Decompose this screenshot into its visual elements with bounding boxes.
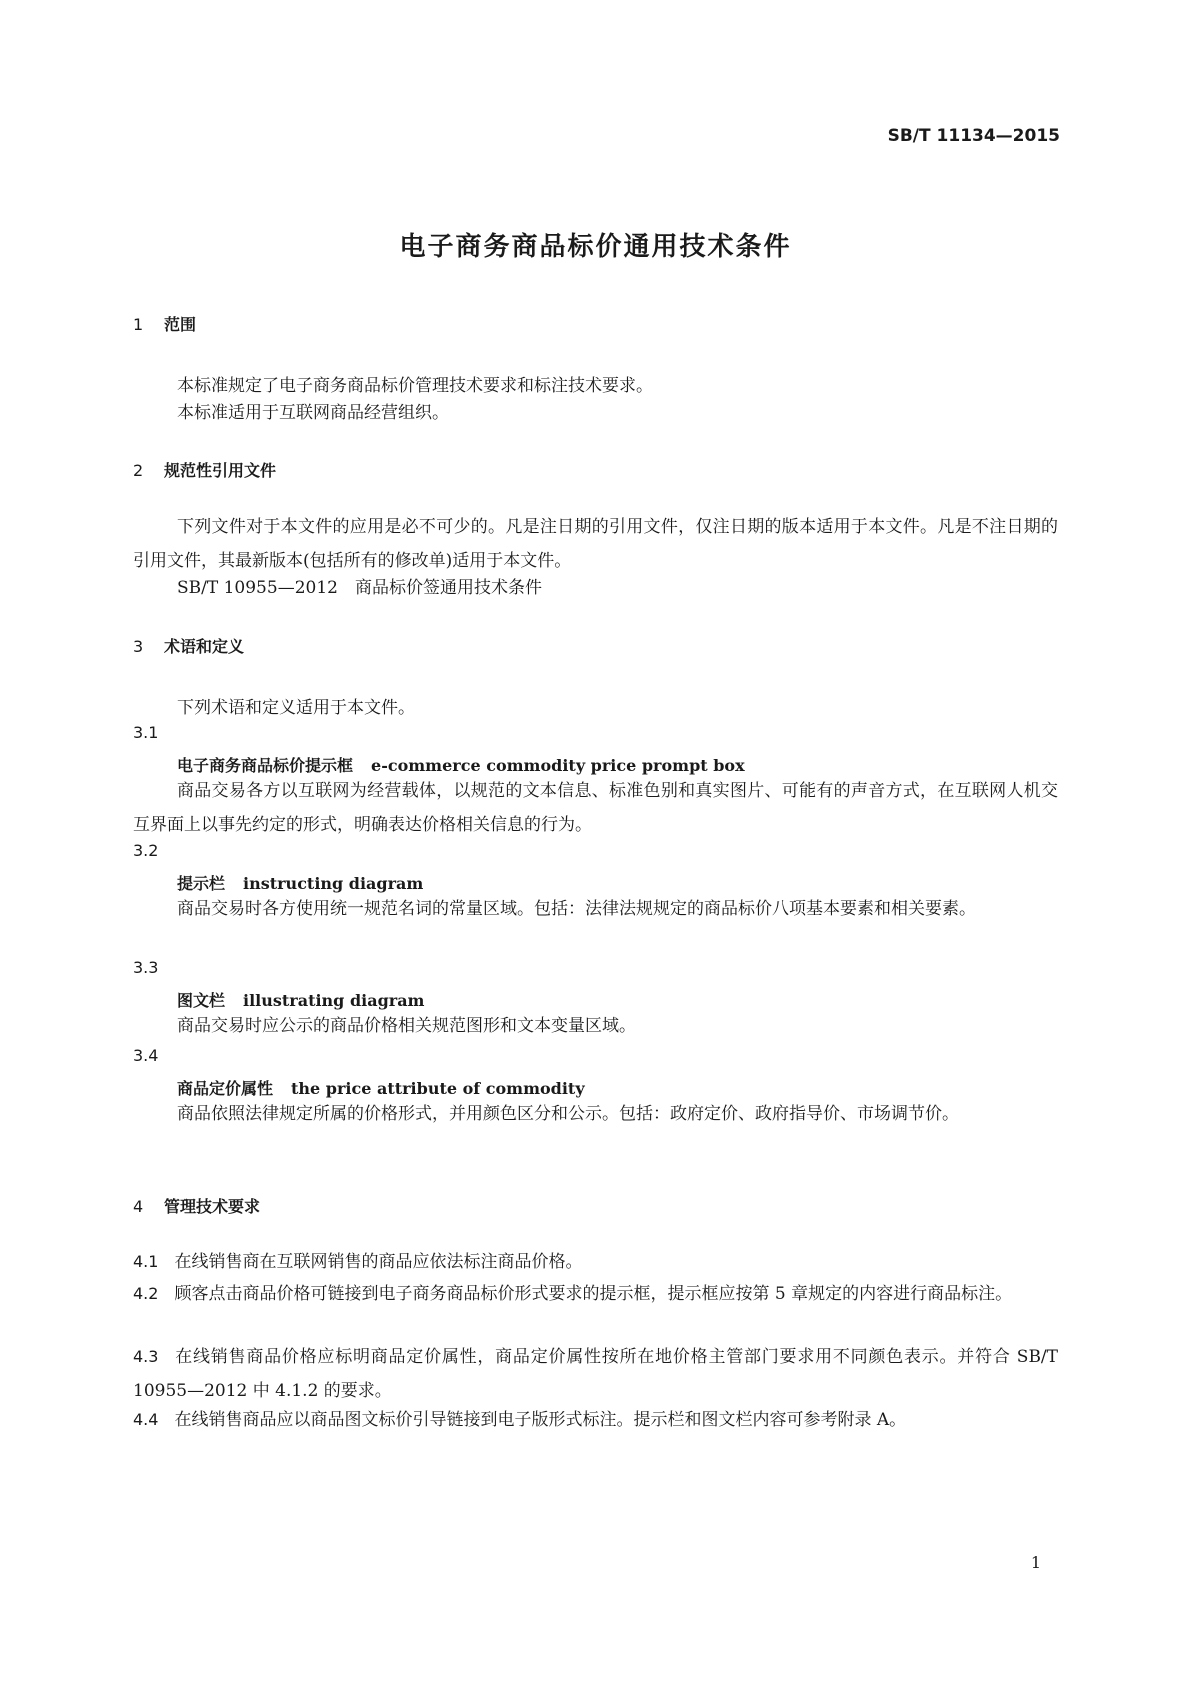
section-4-heading xyxy=(133,1194,260,1217)
normative-reference: SB/T 10955—2012 商品标价签通用技术条件 xyxy=(177,578,542,598)
clause-text: 顾客点击商品价格可链接到电子商务商品标价形式要求的提示框，提示框应按第 5 章规定的内容进行商品标注。 xyxy=(174,1284,1013,1304)
section-title: 术语和定义 xyxy=(164,637,245,656)
page-number: 1 xyxy=(1030,1553,1041,1572)
section-title: 管理技术要求 xyxy=(164,1197,261,1216)
term-en: instructing diagram xyxy=(243,874,424,893)
document-title: 电子商务商品标价通用技术条件 xyxy=(399,232,792,262)
section-number: 3 xyxy=(133,637,144,656)
section-1-heading xyxy=(133,312,196,335)
term-en: e-commerce commodity price prompt box xyxy=(371,756,745,775)
term-number: 3.2 xyxy=(133,841,159,860)
document-number: SB/T 11134—2015 xyxy=(887,126,1060,146)
term-heading xyxy=(177,753,745,776)
section-3-heading xyxy=(133,634,244,657)
section-2-heading xyxy=(133,458,276,481)
term-number: 3.1 xyxy=(133,723,159,742)
clause-number: 4.1 xyxy=(133,1252,159,1271)
term-number: 3.3 xyxy=(133,958,159,977)
clause-4-1 xyxy=(133,1245,1058,1279)
section-title: 范围 xyxy=(164,315,197,334)
paragraph: 本标准规定了电子商务商品标价管理技术要求和标注技术要求。 xyxy=(177,376,653,396)
clause-number: 4.4 xyxy=(133,1410,159,1429)
section-number: 1 xyxy=(133,315,144,334)
paragraph: 下列术语和定义适用于本文件。 xyxy=(177,698,415,718)
term-cn: 电子商务商品标价提示框 xyxy=(177,756,354,775)
paragraph: 本标准适用于互联网商品经营组织。 xyxy=(177,403,449,423)
clause-4-2 xyxy=(133,1277,1058,1311)
section-title: 规范性引用文件 xyxy=(164,461,277,480)
clause-4-4 xyxy=(133,1403,1058,1437)
clause-text: 在线销售商在互联网销售的商品应依法标注商品价格。 xyxy=(174,1252,583,1272)
clause-number: 4.3 xyxy=(133,1347,159,1366)
term-heading xyxy=(177,871,423,894)
term-cn: 提示栏 xyxy=(177,874,226,893)
term-cn: 商品定价属性 xyxy=(177,1079,274,1098)
clause-4-3 xyxy=(133,1340,1058,1408)
clause-text: 在线销售商品价格应标明商品定价属性，商品定价属性按所在地价格主管部门要求用不同颜色表示。并符合 SB/T 10955—2012 中 4.1.2 的要求。 xyxy=(133,1347,1058,1401)
term-en: illustrating diagram xyxy=(243,991,425,1010)
clause-number: 4.2 xyxy=(133,1284,159,1303)
term-en: the price attribute of commodity xyxy=(291,1079,585,1098)
section-number: 4 xyxy=(133,1197,144,1216)
clause-text: 在线销售商品应以商品图文标价引导链接到电子版形式标注。提示栏和图文栏内容可参考附录 A。 xyxy=(174,1410,907,1430)
term-heading xyxy=(177,988,424,1011)
term-definition: 商品交易时各方使用统一规范名词的常量区域。包括：法律法规规定的商品标价八项基本要素和相关要素。 xyxy=(177,899,976,919)
term-definition: 商品交易时应公示的商品价格相关规范图形和文本变量区域。 xyxy=(177,1016,636,1036)
section-number: 2 xyxy=(133,461,144,480)
term-definition: 商品交易各方以互联网为经营载体，以规范的文本信息、标准色别和真实图片、可能有的声音方式，在互联网人机交互界面上以事先约定的形式，明确表达价格相关信息的行为。 xyxy=(133,781,1058,835)
term-heading xyxy=(177,1076,585,1099)
term-definition: 商品依照法律规定所属的价格形式，并用颜色区分和公示。包括：政府定价、政府指导价、市场调节价。 xyxy=(177,1104,959,1124)
term-cn: 图文栏 xyxy=(177,991,226,1010)
term-number: 3.4 xyxy=(133,1046,159,1065)
paragraph: 下列文件对于本文件的应用是必不可少的。凡是注日期的引用文件，仅注日期的版本适用于本文件。凡是不注日期的引用文件，其最新版本(包括所有的修改单)适用于本文件。 xyxy=(133,517,1058,571)
